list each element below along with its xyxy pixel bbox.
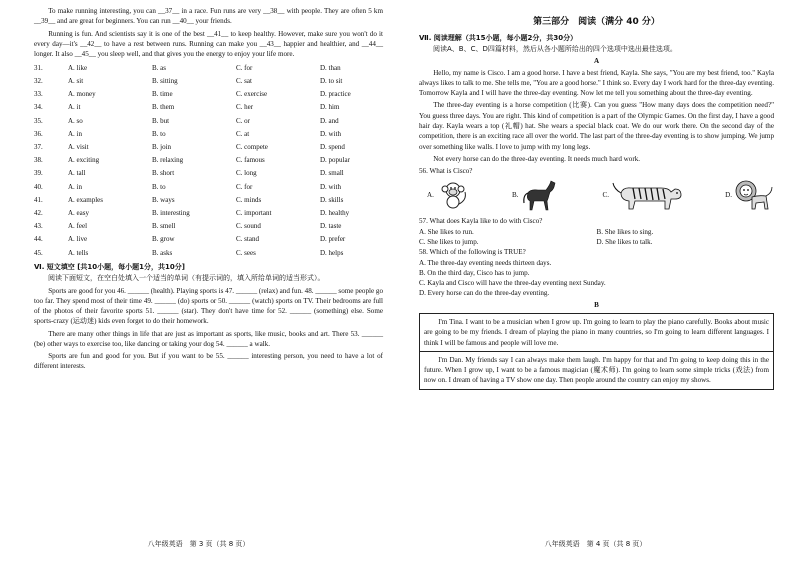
option-a[interactable]: A. it: [68, 103, 81, 112]
option-row: [34, 75, 383, 88]
option-number: 33.: [34, 90, 43, 99]
option-c[interactable]: C. exercise: [236, 90, 268, 99]
option-d[interactable]: D. to sit: [320, 77, 343, 86]
horse-icon: [520, 179, 560, 211]
part-title: 第三部分 阅读（满分 40 分）: [533, 17, 660, 27]
option-number: 43.: [34, 222, 43, 231]
option-number: 45.: [34, 248, 43, 257]
option-d[interactable]: D. healthy: [320, 208, 350, 217]
passage-a-paragraph-2: The three-day eventing is a horse competition (比赛). Can you guess "How many days does the competition need?" You guess three days. You are right. This kind of competition is a part of the Olympic Games. On the first day, I have a good hair day. Kayla wears a top (礼帽) hat. She wears a special black coat. We do our work there. On the second day of the competition, there is an exciting race all over the world. The last part of the three-day eventing is to show jumping. We jump over something like walls. I love to jump with my long legs.: [419, 101, 774, 151]
option-b[interactable]: B. them: [152, 103, 175, 112]
option-c[interactable]: C. for: [236, 182, 253, 191]
q58-option-d[interactable]: D. Every horse can do the three-day eventing.: [419, 289, 550, 298]
option-a[interactable]: A. in: [68, 182, 82, 191]
cloze-options-table: [34, 61, 383, 259]
option-row: [34, 114, 383, 127]
tiger-icon: [611, 179, 683, 211]
option-b[interactable]: B. time: [152, 90, 173, 99]
option-d[interactable]: D. prefer: [320, 235, 346, 244]
cloze-paragraph-2: Running is fun. And scientists say it is one of the best __41__ to keep healthy. However, make sure you won't do it every day—it's __42__ to have a rest between runs. Running can make you __43__ happier and healthier, and __44__ longer. It also __45__ you sleep well, and that gives you the energy to enjoy your life more.: [34, 29, 383, 59]
option-c[interactable]: C. compete: [236, 143, 268, 152]
q57-option-b[interactable]: B. She likes to sing.: [596, 227, 654, 236]
option-d[interactable]: D. with: [320, 182, 341, 191]
option-c[interactable]: C. or: [236, 116, 250, 125]
option-c[interactable]: C. for: [236, 63, 253, 72]
option-b[interactable]: B. short: [152, 169, 175, 178]
option-d[interactable]: D. him: [320, 103, 340, 112]
option-number: 38.: [34, 156, 43, 165]
passage-a-paragraph-1: Hello, my name is Cisco. I am a good horse. I have a best friend, Kayla. She says, "You are my best friend, too." Kayla always likes to talk to me. She tells me, "You are a good horse." I think so. Every day I work hard for the three-day eventing. Tomorrow Kayla and I will have the three-day eventing. Now let me tell you something about the three-day eventing.: [419, 68, 774, 98]
option-row: [34, 206, 383, 219]
passage-a-letter: A: [593, 57, 600, 66]
option-a[interactable]: A. visit: [68, 143, 89, 152]
option-a[interactable]: A. examples: [68, 195, 103, 204]
q56-option-c[interactable]: [603, 179, 684, 211]
option-number: 34.: [34, 103, 43, 112]
option-row: [34, 141, 383, 154]
option-c[interactable]: C. stand: [236, 235, 259, 244]
q58-option-c[interactable]: C. Kayla and Cisco will have the three-day eventing next Sunday.: [419, 279, 606, 288]
q57-option-a[interactable]: A. She likes to run.: [419, 227, 474, 236]
section-instruction-vii: 阅读A、B、C、D四篇材料，然后从各小题所给出的四个选项中选出最佳选项。: [433, 45, 677, 54]
option-number: 32.: [34, 77, 43, 86]
option-a[interactable]: A. tells: [68, 248, 89, 257]
option-number: 31.: [34, 63, 43, 72]
option-row: [34, 101, 383, 114]
option-c[interactable]: C. important: [236, 208, 272, 217]
monkey-icon: [436, 180, 470, 210]
option-b[interactable]: B. join: [152, 143, 172, 152]
page-footer-left: 八年级英语 第 3 页（共 8 页）: [147, 539, 250, 548]
option-b[interactable]: B. relaxing: [152, 156, 184, 165]
fill-paragraph-2: There are many other things in life that are just as important as sports, like music, books and art. There 53. ______ (be) other ways to exercise too, like dancing or taking your dog 54. ______ a walk.: [34, 329, 383, 348]
q56-stem: 56. What is Cisco?: [419, 167, 473, 176]
q56-picture-options: [419, 178, 774, 212]
fill-paragraph-1: Sports are good for you 46. ______ (health). Playing sports is 47. ______ (relax) and fun. 48. ______ some people go too far. They spend most of their time 49. ______ (do) sports or 50. ______ (watch) sports on TV. Their bedrooms are full of the photos of their favorite sports 51. ______ (star). They don't have time for 52. ______ (something) else. Some sports-crazy (运动迷) kids even forget to do their homework.: [34, 286, 383, 326]
q57-stem: 57. What does Kayla like to do with Cisco?: [419, 217, 543, 226]
q57-options-row-1: [419, 227, 774, 237]
option-b[interactable]: B. interesting: [152, 208, 190, 217]
option-c[interactable]: C. famous: [236, 156, 265, 165]
right-page: [397, 0, 794, 561]
option-row: [34, 180, 383, 193]
option-a[interactable]: A. feel: [68, 222, 88, 231]
option-d[interactable]: D. practice: [320, 90, 351, 99]
lion-icon: [734, 179, 774, 211]
option-b[interactable]: B. to: [152, 182, 166, 191]
option-row: [34, 193, 383, 206]
cloze-paragraph-1: To make running interesting, you can __37__ in a race. Fun runs are very __38__ with people. They are often 5 km __39__ and are great for beginners. You can run __40__ your friends.: [34, 7, 383, 26]
q56-option-d[interactable]: [725, 179, 774, 211]
option-a[interactable]: A. live: [68, 235, 88, 244]
option-row: [34, 220, 383, 233]
option-b[interactable]: B. to: [152, 129, 166, 138]
q58-option-a[interactable]: A. The three-day eventing needs thirteen days.: [419, 258, 552, 267]
option-c[interactable]: C. minds: [236, 195, 262, 204]
passage-b-box: [419, 313, 774, 390]
option-c[interactable]: C. sat: [236, 77, 252, 86]
option-d[interactable]: D. helps: [320, 248, 344, 257]
option-d[interactable]: D. spend: [320, 143, 345, 152]
option-b[interactable]: B. but: [152, 116, 170, 125]
option-c[interactable]: C. at: [236, 129, 250, 138]
option-a[interactable]: A. money: [68, 90, 96, 99]
option-c[interactable]: C. sees: [236, 248, 256, 257]
q57-option-c[interactable]: C. She likes to jump.: [419, 237, 479, 246]
section-instruction-vi: 阅读下面短文，在空白处填入一个适当的单词（有提示词的，填入所给单词的适当形式）。: [48, 274, 325, 283]
option-a[interactable]: A. sit: [68, 77, 84, 86]
option-b[interactable]: B. grow: [152, 235, 175, 244]
passage-a-paragraph-3: Not every horse can do the three-day eventing. It needs much hard work.: [433, 154, 641, 163]
option-a[interactable]: A. exciting: [68, 156, 100, 165]
q56-label-b: B.: [511, 191, 519, 200]
option-a[interactable]: A. tall: [68, 169, 86, 178]
option-a[interactable]: A. in: [68, 129, 82, 138]
option-b[interactable]: B. sitting: [152, 77, 178, 86]
option-row: [34, 61, 383, 74]
option-c[interactable]: C. sound: [236, 222, 261, 231]
option-number: 40.: [34, 182, 43, 191]
option-d[interactable]: D. skills: [320, 195, 344, 204]
option-b[interactable]: B. smell: [152, 222, 176, 231]
option-number: 39.: [34, 169, 43, 178]
q56-option-b[interactable]: [512, 179, 561, 211]
option-c[interactable]: C. long: [236, 169, 257, 178]
option-b[interactable]: B. ways: [152, 195, 175, 204]
option-a[interactable]: A. like: [68, 63, 88, 72]
passage-b-paragraph-2: I'm Dan. My friends say I can always make them laugh. I'm happy for that and I'm going to keep doing this in the future. When I grow up, I want to be a famous magician (魔术师). I'm going to learn some simple tricks (戏法) from now on. I dream of having a TV show one day. Then people around the country can enjoy my shows.: [420, 351, 773, 389]
fill-paragraph-3: Sports are fun and good for you. But if you want to be 55. ______ interesting person, you need to have a lot of different interests.: [34, 352, 383, 371]
option-row: [34, 154, 383, 167]
option-d[interactable]: D. than: [320, 63, 341, 72]
option-row: [34, 167, 383, 180]
q57-option-d[interactable]: D. She likes to talk.: [596, 237, 653, 246]
option-a[interactable]: A. so: [68, 116, 83, 125]
option-number: 37.: [34, 143, 43, 152]
passage-b-letter: B: [594, 300, 599, 309]
q57-options-row-2: [419, 237, 774, 247]
page-footer-right: 八年级英语 第 4 页（共 8 页）: [544, 539, 647, 548]
q58-option-b[interactable]: B. On the third day, Cisco has to jump.: [419, 268, 530, 277]
option-d[interactable]: D. with: [320, 129, 341, 138]
option-a[interactable]: A. easy: [68, 208, 89, 217]
option-row: [34, 88, 383, 101]
option-d[interactable]: D. and: [320, 116, 339, 125]
option-b[interactable]: B. as: [152, 63, 166, 72]
q56-option-a[interactable]: [427, 180, 470, 210]
option-c[interactable]: C. her: [236, 103, 254, 112]
passage-b-paragraph-1: I'm Tina. I want to be a musician when I grow up. I'm going to learn to play the piano carefully. Books about music are going to be my friends. I dream of playing the piano in many countries, so I'm going to learn different languages. I think I will be famous and people will love me.: [424, 317, 769, 347]
option-number: 41.: [34, 195, 43, 204]
option-row: [34, 127, 383, 140]
section-title-vi: Ⅵ. 短文填空 [共10小题，每小题1分，共10分]: [34, 263, 185, 272]
option-row: [34, 233, 383, 246]
q56-label-c: C.: [602, 191, 610, 200]
option-number: 35.: [34, 116, 43, 125]
q58-stem: 58. Which of the following is TRUE?: [419, 248, 526, 257]
q56-label-d: D.: [725, 191, 732, 200]
option-d[interactable]: D. small: [320, 169, 344, 178]
option-d[interactable]: D. popular: [320, 156, 350, 165]
option-number: 42.: [34, 208, 43, 217]
option-b[interactable]: B. asks: [152, 248, 173, 257]
option-d[interactable]: D. taste: [320, 222, 342, 231]
option-row: [34, 246, 383, 259]
option-number: 44.: [34, 235, 43, 244]
q56-label-a: A.: [427, 191, 434, 200]
section-title-vii: Ⅶ. 阅读理解（共15小题，每小题2分，共30分）: [419, 34, 578, 43]
option-number: 36.: [34, 129, 43, 138]
